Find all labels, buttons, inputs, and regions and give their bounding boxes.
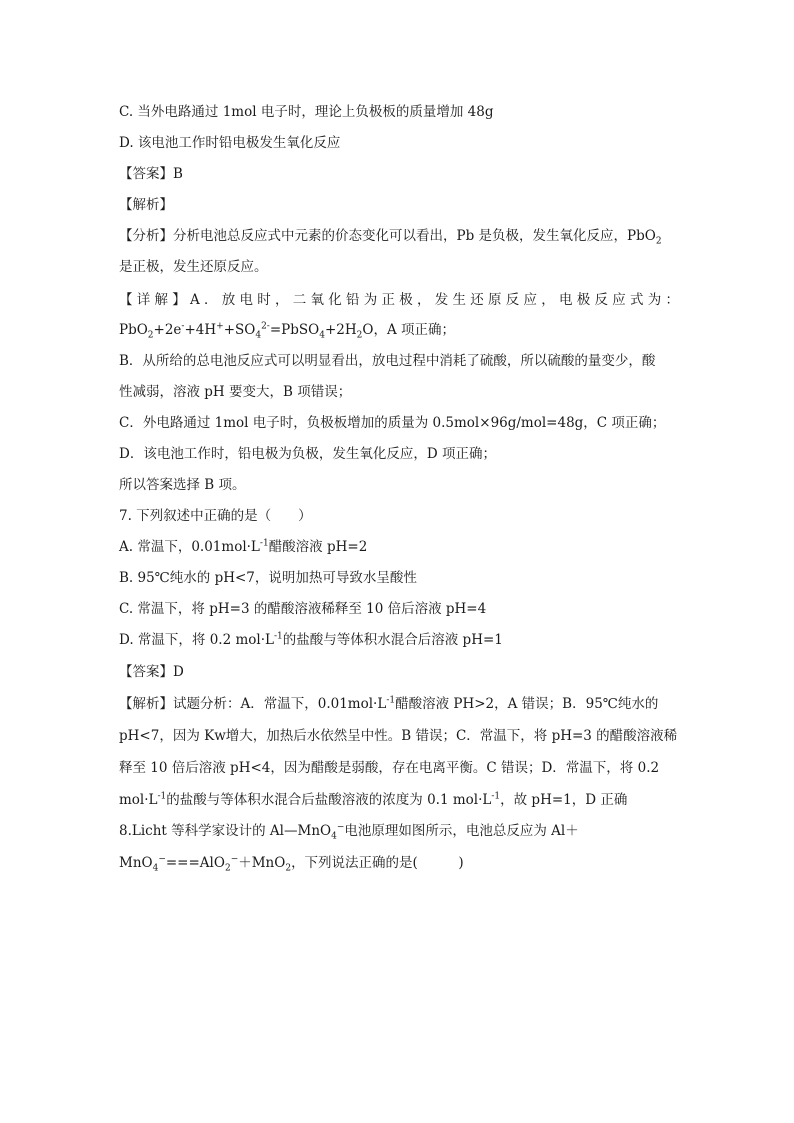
q7-option-c: C. 常温下，将 pH=3 的醋酸溶液稀释至 10 倍后溶液 pH=4 bbox=[119, 601, 487, 617]
q7-option-b: B. 95℃纯水的 pH<7，说明加热可导致水呈酸性 bbox=[119, 570, 417, 586]
detail-b-line-1: B．从所给的总电池反应式可以明显看出，放电过程中消耗了硫酸，所以硫酸的量变少，酸 bbox=[119, 353, 656, 369]
equation-line: $PbO_2+2e^-+4H^++SO_4^{2-}=PbSO_4+2H_2O$，A 项正确； bbox=[119, 321, 455, 341]
option-c: C. 当外电路通过 1mol 电子时，理论上负极板的质量增加 48g bbox=[119, 104, 494, 120]
conclusion-line: 所以答案选择 B 项。 bbox=[119, 477, 246, 493]
fenxi-line-2: 是正极，发生还原反应。 bbox=[119, 259, 268, 275]
detail-d-line: D．该电池工作时，铅电极为负极，发生氧化反应，D 项正确； bbox=[119, 446, 496, 462]
question-8-line-2: MnO$_4$−===AlO$_2$−＋MnO$_2$，下列说法正确的是( ) bbox=[119, 854, 464, 874]
jiexi-7-line-3: 释至 10 倍后溶液 pH<4，因为醋酸是弱酸，存在电离平衡。C 错误；D．常温下，将 0.2 bbox=[119, 760, 660, 776]
detail-b-line-2: 性减弱，溶液 pH 要变大，B 项错误； bbox=[119, 384, 352, 400]
option-d: D. 该电池工作时铅电极发生氧化反应 bbox=[119, 135, 341, 151]
answer-7-label: 【答案】D bbox=[119, 664, 184, 680]
jiexi-7-line-2: pH<7，因为 Kw增大，加热后水依然呈中性。B 错误；C．常温下，将 pH=3 的醋酸溶液稀 bbox=[119, 728, 678, 744]
analysis-label: 【解析】 bbox=[119, 197, 173, 213]
detail-c-line: C．外电路通过 1mol 电子时，负极板增加的质量为 0.5mol×96g/mol=48g，C 项正确； bbox=[119, 415, 666, 431]
question-7: 7. 下列叙述中正确的是（ ） bbox=[119, 508, 312, 524]
question-8-line-1: 8.Licht 等科学家设计的 Al—MnO$_4$−电池原理如图所示，电池总反应为 Al＋ bbox=[119, 822, 579, 842]
q7-option-d: D. 常温下，将 0.2 $mol\cdot L^{-1}$的盐酸与等体积水混合后溶液 pH=1 bbox=[119, 631, 503, 648]
q7-option-a: A. 常温下，$0.01mol\cdot L^{-1}$醋酸溶液 pH=2 bbox=[119, 538, 368, 555]
jiexi-7-line-1: 【解析】试题分析：A．常温下，$0.01mol\cdot L^{-1}$醋酸溶液 PH>2，A 错误；B．95℃纯水的 bbox=[119, 695, 659, 712]
detail-line-1: 【详解】A．放电时，二氧化铅为正极，发生还原反应，电极反应式为： bbox=[119, 292, 679, 308]
fenxi-line-1: 【分析】分析电池总反应式中元素的价态变化可以看出，Pb 是负极，发生氧化反应，PbO$_2$ bbox=[119, 228, 662, 247]
answer-label: 【答案】B bbox=[119, 166, 183, 182]
jiexi-7-line-4: $mol\cdot L^{-1}$的盐酸与等体积水混合后盐酸溶液的浓度为 0.1 $mol\cdot L^{-1}$，故 pH=1，D 正确 bbox=[119, 791, 628, 808]
